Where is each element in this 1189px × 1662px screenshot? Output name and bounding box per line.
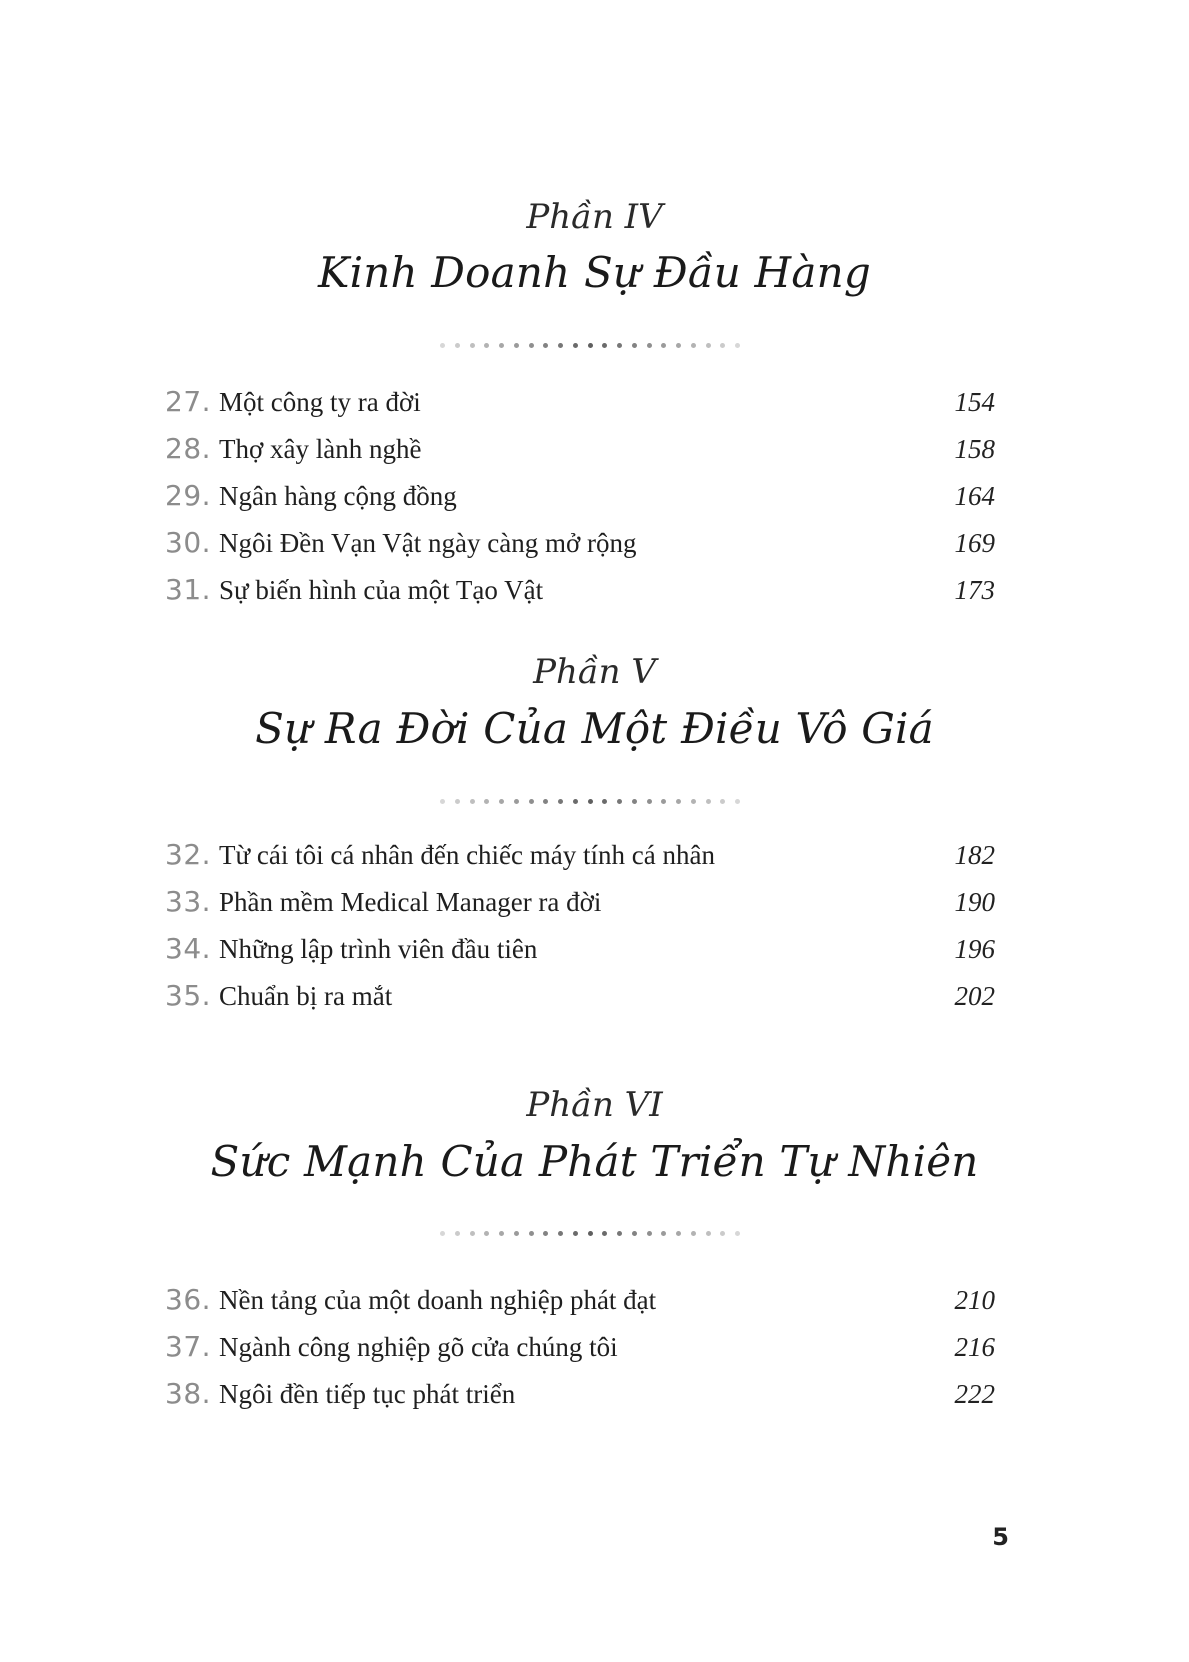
divider-dot	[632, 343, 637, 348]
divider-dot	[514, 1231, 519, 1236]
divider-dot	[661, 799, 666, 804]
toc-entry[interactable]	[165, 1330, 995, 1370]
chapter-page: 169	[954, 528, 995, 558]
toc-entry[interactable]	[165, 932, 995, 972]
divider-dot	[558, 1231, 563, 1236]
toc-entry[interactable]	[165, 479, 995, 519]
divider-dot	[440, 343, 445, 348]
chapter-number: 28.	[165, 432, 212, 465]
divider-dot	[602, 799, 607, 804]
divider-dot	[735, 343, 740, 348]
divider-dot	[647, 1231, 652, 1236]
chapter-title: Phần mềm Medical Manager ra đời	[219, 887, 602, 917]
part-6-title: Sức Mạnh Của Phát Triển Tự Nhiên	[210, 1137, 979, 1186]
divider-dot	[499, 1231, 504, 1236]
part-4-divider	[440, 340, 740, 350]
toc-entry[interactable]	[165, 1377, 995, 1417]
divider-dot	[558, 799, 563, 804]
chapter-page: 216	[954, 1332, 995, 1362]
divider-dot	[543, 343, 548, 348]
divider-dot	[573, 799, 578, 804]
toc-entry[interactable]	[165, 385, 995, 425]
toc-entry[interactable]	[165, 432, 995, 472]
chapter-number: 36.	[165, 1283, 212, 1316]
divider-dot	[588, 343, 593, 348]
divider-dot	[647, 799, 652, 804]
chapter-page: 210	[954, 1285, 995, 1315]
divider-dot	[573, 343, 578, 348]
chapter-title: Ngành công nghiệp gõ cửa chúng tôi	[219, 1332, 618, 1362]
chapter-number: 27.	[165, 385, 212, 418]
chapter-title: Thợ xây lành nghề	[219, 434, 422, 464]
divider-dot	[543, 799, 548, 804]
divider-dot	[691, 1231, 696, 1236]
divider-dot	[558, 343, 563, 348]
chapter-title: Nền tảng của một doanh nghiệp phát đạt	[219, 1285, 657, 1315]
divider-dot	[691, 799, 696, 804]
divider-dot	[706, 799, 711, 804]
chapter-number: 32.	[165, 838, 212, 871]
divider-dot	[455, 799, 460, 804]
divider-dot	[720, 343, 725, 348]
divider-dot	[706, 1231, 711, 1236]
chapter-number: 37.	[165, 1330, 212, 1363]
toc-entry[interactable]	[165, 885, 995, 925]
part-6-divider	[440, 1228, 740, 1238]
divider-dot	[720, 1231, 725, 1236]
chapter-title: Từ cái tôi cá nhân đến chiếc máy tính cá nhân	[219, 840, 715, 870]
divider-dot	[735, 799, 740, 804]
divider-dot	[455, 343, 460, 348]
chapter-title: Chuẩn bị ra mắt	[219, 981, 393, 1011]
divider-dot	[735, 1231, 740, 1236]
chapter-page: 202	[954, 981, 995, 1011]
chapter-page: 182	[954, 840, 995, 870]
chapter-title: Những lập trình viên đầu tiên	[219, 934, 538, 964]
chapter-title: Sự biến hình của một Tạo Vật	[219, 575, 544, 605]
divider-dot	[514, 343, 519, 348]
chapter-number: 34.	[165, 932, 212, 965]
divider-dot	[499, 799, 504, 804]
chapter-number: 29.	[165, 479, 212, 512]
divider-dot	[661, 343, 666, 348]
chapter-number: 38.	[165, 1377, 212, 1410]
toc-entry[interactable]	[165, 838, 995, 878]
divider-dot	[706, 343, 711, 348]
divider-dot	[514, 799, 519, 804]
part-6-label: Phần VI	[526, 1085, 663, 1125]
chapter-page: 158	[954, 434, 995, 464]
page-number: 5	[992, 1523, 1009, 1551]
divider-dot	[632, 1231, 637, 1236]
divider-dot	[440, 799, 445, 804]
toc-entry[interactable]	[165, 979, 995, 1019]
divider-dot	[455, 1231, 460, 1236]
chapter-page: 164	[954, 481, 995, 511]
part-5-title: Sự Ra Đời Của Một Điều Vô Giá	[255, 704, 934, 753]
divider-dot	[632, 799, 637, 804]
divider-dot	[617, 1231, 622, 1236]
divider-dot	[470, 799, 475, 804]
toc-entry[interactable]	[165, 573, 995, 613]
divider-dot	[484, 1231, 489, 1236]
chapter-number: 35.	[165, 979, 212, 1012]
chapter-title: Một công ty ra đời	[219, 387, 421, 417]
divider-dot	[676, 1231, 681, 1236]
divider-dot	[691, 343, 696, 348]
chapter-page: 222	[954, 1379, 995, 1409]
chapter-page: 154	[954, 387, 995, 417]
chapter-number: 31.	[165, 573, 212, 606]
divider-dot	[588, 1231, 593, 1236]
chapter-page: 173	[954, 575, 995, 605]
divider-dot	[529, 343, 534, 348]
divider-dot	[617, 799, 622, 804]
divider-dot	[484, 343, 489, 348]
part-4-label: Phần IV	[526, 197, 663, 237]
chapter-number: 33.	[165, 885, 212, 918]
divider-dot	[602, 1231, 607, 1236]
part-5-label: Phần V	[533, 652, 656, 692]
chapter-title: Ngôi đền tiếp tục phát triển	[219, 1379, 516, 1409]
chapter-page: 190	[954, 887, 995, 917]
toc-entry[interactable]	[165, 526, 995, 566]
divider-dot	[499, 343, 504, 348]
divider-dot	[661, 1231, 666, 1236]
divider-dot	[588, 799, 593, 804]
divider-dot	[676, 343, 681, 348]
chapter-page: 196	[954, 934, 995, 964]
chapter-title: Ngôi Đền Vạn Vật ngày càng mở rộng	[219, 528, 637, 558]
part-5-divider	[440, 796, 740, 806]
divider-dot	[529, 1231, 534, 1236]
divider-dot	[470, 343, 475, 348]
divider-dot	[602, 343, 607, 348]
chapter-number: 30.	[165, 526, 212, 559]
divider-dot	[529, 799, 534, 804]
divider-dot	[676, 799, 681, 804]
divider-dot	[440, 1231, 445, 1236]
divider-dot	[543, 1231, 548, 1236]
divider-dot	[573, 1231, 578, 1236]
divider-dot	[617, 343, 622, 348]
divider-dot	[720, 799, 725, 804]
divider-dot	[647, 343, 652, 348]
part-4-title: Kinh Doanh Sự Đầu Hàng	[318, 248, 871, 297]
chapter-title: Ngân hàng cộng đồng	[219, 481, 457, 511]
divider-dot	[484, 799, 489, 804]
toc-entry[interactable]	[165, 1283, 995, 1323]
divider-dot	[470, 1231, 475, 1236]
